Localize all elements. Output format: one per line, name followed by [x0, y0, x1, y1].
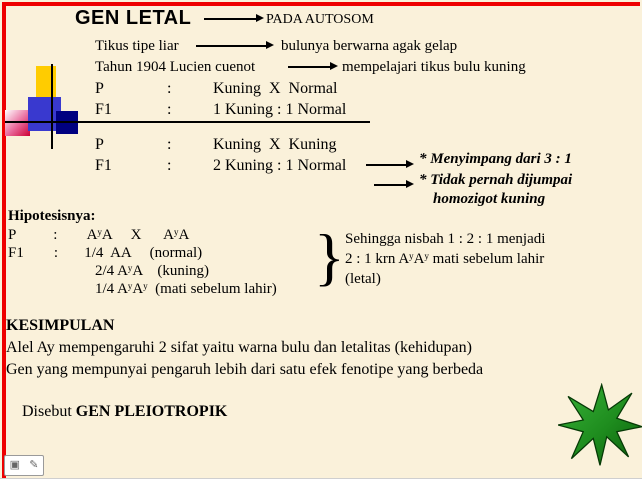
cross1-p-colon: :	[167, 80, 172, 97]
conclusion-line-1: Alel Ay mempengaruhi 2 sifat yaitu warna bulu dan letalitas (kehidupan)	[6, 339, 472, 356]
conclusion-line-3-prefix: Disebut	[22, 403, 76, 420]
hypothesis-row-3: 2/4 AʸA (kuning)	[95, 263, 210, 279]
cross2-p-colon: :	[167, 136, 172, 153]
hypothesis-row-f1: F1 : 1/4 AA (normal)	[8, 245, 203, 261]
pen-icon[interactable]: ✎	[29, 459, 39, 471]
intro-arrow-2-icon	[288, 66, 330, 68]
section-divider-line	[5, 121, 370, 123]
hypothesis-note-line3: (letal)	[345, 271, 381, 287]
cross2-note2-line1: * Tidak pernah dijumpai	[419, 172, 573, 188]
cross2-note2-arrow-icon	[374, 184, 406, 186]
cross1-p-label: P	[95, 80, 104, 97]
hypothesis-row-4: 1/4 AʸAʸ (mati sebelum lahir)	[95, 281, 277, 297]
leaf-star-icon	[558, 383, 642, 467]
intro-history-desc: mempelajari tikus bulu kuning	[342, 59, 526, 75]
intro-wild-type-label: Tikus tipe liar	[95, 38, 179, 54]
intro-wild-type-desc: bulunya berwarna agak gelap	[281, 38, 458, 54]
brace-icon: }	[314, 221, 345, 292]
cross1-f1-value: 1 Kuning : 1 Normal	[213, 101, 347, 118]
viewer-controls	[4, 455, 44, 476]
decoration-vertical-line	[51, 64, 53, 149]
hypothesis-heading: Hipotesisnya:	[8, 208, 96, 224]
conclusion-line-2: Gen yang mempunyai pengaruh lebih dari satu efek fenotipe yang berbeda	[6, 361, 484, 378]
cross2-f1-value: 2 Kuning : 1 Normal	[213, 157, 347, 174]
title-arrow-icon	[204, 18, 256, 20]
hypothesis-row-p: P : AʸA X AʸA	[8, 227, 190, 243]
title-subtitle: PADA AUTOSOM	[266, 12, 374, 27]
intro-arrow-1-icon	[196, 45, 266, 47]
hypothesis-note-line2: 2 : 1 krn AʸAʸ mati sebelum lahir	[345, 251, 545, 267]
cross2-f1-label: F1	[95, 157, 112, 174]
cross1-p-value: Kuning X Normal	[213, 80, 338, 97]
slide-bottom-edge	[0, 478, 642, 482]
cross2-note2-line2: homozigot kuning	[433, 191, 546, 207]
conclusion-line-3	[6, 382, 227, 442]
conclusion-line-3-emphasis: GEN PLEIOTROPIK	[75, 403, 228, 420]
cross1-f1-colon: :	[167, 101, 172, 118]
cross2-f1-colon: :	[167, 157, 172, 174]
slide-title: GEN LETAL	[75, 7, 192, 29]
cross2-note1-arrow-icon	[366, 164, 406, 166]
cross2-note1: * Menyimpang dari 3 : 1	[419, 151, 572, 167]
slideshow-icon[interactable]: ▣	[9, 459, 20, 471]
decoration-pink-square	[5, 110, 30, 136]
cross1-f1-label: F1	[95, 101, 112, 118]
cross2-p-label: P	[95, 136, 104, 153]
intro-history-label: Tahun 1904 Lucien cuenot	[95, 59, 256, 75]
conclusion-heading: KESIMPULAN	[6, 317, 115, 334]
cross2-p-value: Kuning X Kuning	[213, 136, 337, 153]
hypothesis-note-line1: Sehingga nisbah 1 : 2 : 1 menjadi	[345, 231, 546, 247]
